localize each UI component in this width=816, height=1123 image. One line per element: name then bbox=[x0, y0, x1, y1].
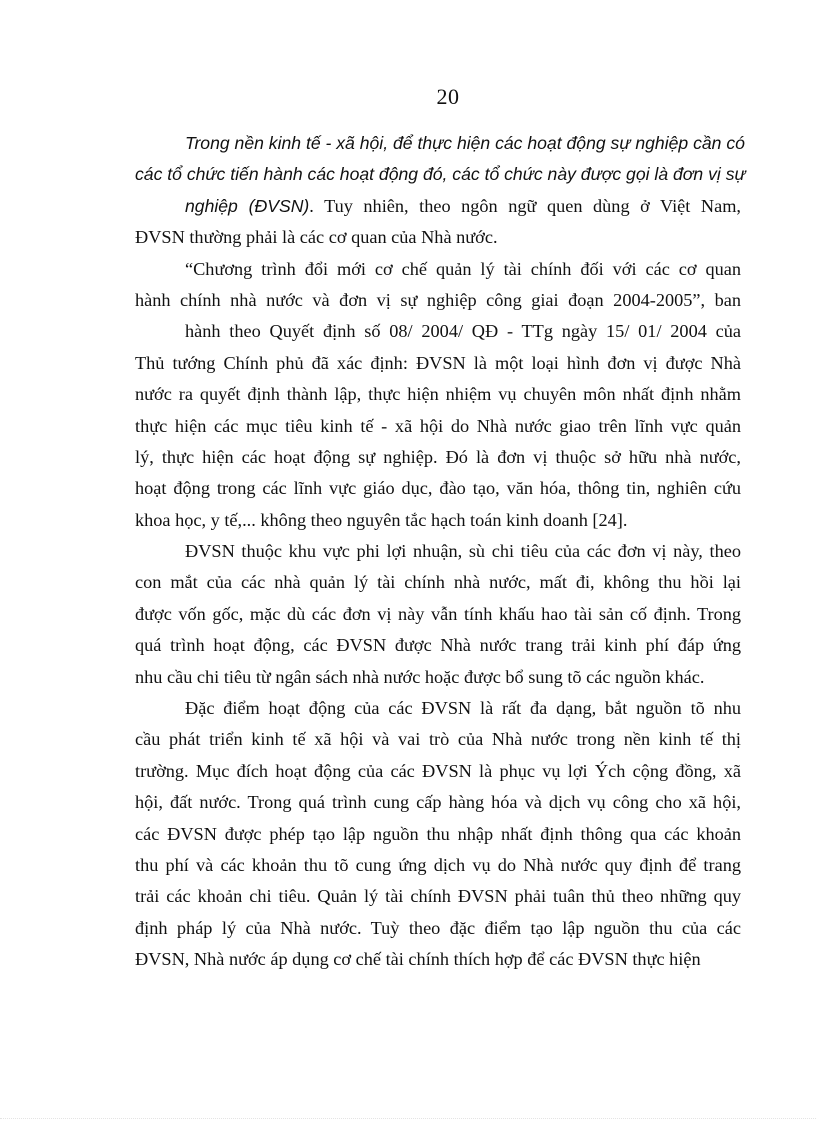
italic-text: nghiệp (ĐVSN) bbox=[185, 195, 310, 216]
italic-text: Trong nền kinh tế - xã hội, để thực hiện các hoạt động sự nghiệp cần có bbox=[185, 133, 745, 153]
text-line: được vốn gốc, mặc dù các đơn vị này vẫn tính khấu hao tài sản cố định. Trong bbox=[135, 603, 741, 624]
text-line: con mắt của các nhà quản lý tài chính nhà nước, mất đi, không thu hồi lại bbox=[135, 572, 741, 593]
text-line: hành chính nhà nước và đơn vị sự nghiệp công giai đoạn 2004-2005”, ban bbox=[135, 289, 741, 310]
text-line: trải các khoản chi tiêu. Quản lý tài chính ĐVSN phải tuân thủ theo những quy bbox=[135, 886, 741, 907]
text-line bbox=[135, 159, 746, 190]
text-line: hành theo Quyết định số 08/ 2004/ QĐ - TTg ngày 15/ 01/ 2004 của bbox=[185, 321, 741, 342]
text-line: nhu cầu chi tiêu từ ngân sách nhà nước hoặc được bổ sung tõ các nguồn khác. bbox=[135, 666, 705, 687]
regular-text: . Tuy nhiên, theo ngôn ngữ quen dùng ở Việt Nam, bbox=[309, 195, 742, 216]
text-line: Thủ tướng Chính phủ đã xác định: ĐVSN là một loại hình đơn vị được Nhà bbox=[135, 352, 741, 373]
text-line: lý, thực hiện các hoạt động sự nghiệp. Đó là đơn vị thuộc sở hữu nhà nước, bbox=[135, 446, 741, 467]
italic-text: các tổ chức tiến hành các hoạt động đó, các tổ chức này được gọi là đơn vị sự bbox=[135, 164, 746, 185]
text-line: thu phí và các khoản thu tõ cung ứng dịch vụ do Nhà nước quy định để trang bbox=[135, 854, 741, 875]
text-line: trường. Mục đích hoạt động của các ĐVSN là phục vụ lợi Ých cộng đồng, xã bbox=[135, 760, 741, 781]
page-bottom-divider bbox=[0, 1118, 816, 1119]
page-number: 20 bbox=[436, 84, 460, 109]
text-line: định pháp lý của Nhà nước. Tuỳ theo đặc điểm tạo lập nguồn thu của các bbox=[135, 917, 741, 938]
text-line: quá trình hoạt động, các ĐVSN được Nhà nước trang trải kinh phí đáp ứng bbox=[135, 635, 741, 656]
text-line bbox=[135, 191, 741, 222]
text-line: hội, đất nước. Trong quá trình cung cấp hàng hóa và dịch vụ công cho xã hội, bbox=[135, 792, 741, 813]
text-line: thực hiện các mục tiêu kinh tế - xã hội do Nhà nước giao trên lĩnh vực quản bbox=[135, 415, 741, 436]
text-line: Đặc điểm hoạt động của các ĐVSN là rất đa dạng, bắt nguồn tõ nhu bbox=[185, 698, 741, 719]
paragraph-characteristics bbox=[135, 693, 741, 976]
regular-text: ĐVSN thường phải là các cơ quan của Nhà nước. bbox=[135, 227, 498, 248]
text-line: nước ra quyết định thành lập, thực hiện nhiệm vụ chuyên môn nhất định nhằm bbox=[135, 384, 741, 405]
text-line: hoạt động trong các lĩnh vực giáo dục, đào tạo, văn hóa, thông tin, nghiên cứu bbox=[135, 478, 741, 499]
text-line bbox=[135, 222, 741, 253]
paragraph-definition bbox=[135, 128, 746, 254]
text-line bbox=[135, 128, 745, 159]
text-line: cầu phát triển kinh tế xã hội và vai trò của Nhà nước trong nền kinh tế thị bbox=[135, 729, 741, 750]
text-line: khoa học, y tế,... không theo nguyên tắc hạch toán kinh doanh [24]. bbox=[135, 509, 628, 530]
text-line: “Chương trình đổi mới cơ chế quản lý tài chính đối với các cơ quan bbox=[185, 258, 741, 279]
paragraph-program bbox=[135, 254, 741, 537]
text-line: ĐVSN thuộc khu vực phi lợi nhuận, sù chi tiêu của các đơn vị này, theo bbox=[185, 541, 741, 562]
paragraph-nonprofit bbox=[135, 536, 741, 693]
document-body bbox=[135, 128, 746, 976]
text-line: các ĐVSN được phép tạo lập nguồn thu nhập nhất định thông qua các khoản bbox=[135, 823, 741, 844]
text-line: ĐVSN, Nhà nước áp dụng cơ chế tài chính thích hợp để các ĐVSN thực hiện bbox=[135, 949, 701, 970]
